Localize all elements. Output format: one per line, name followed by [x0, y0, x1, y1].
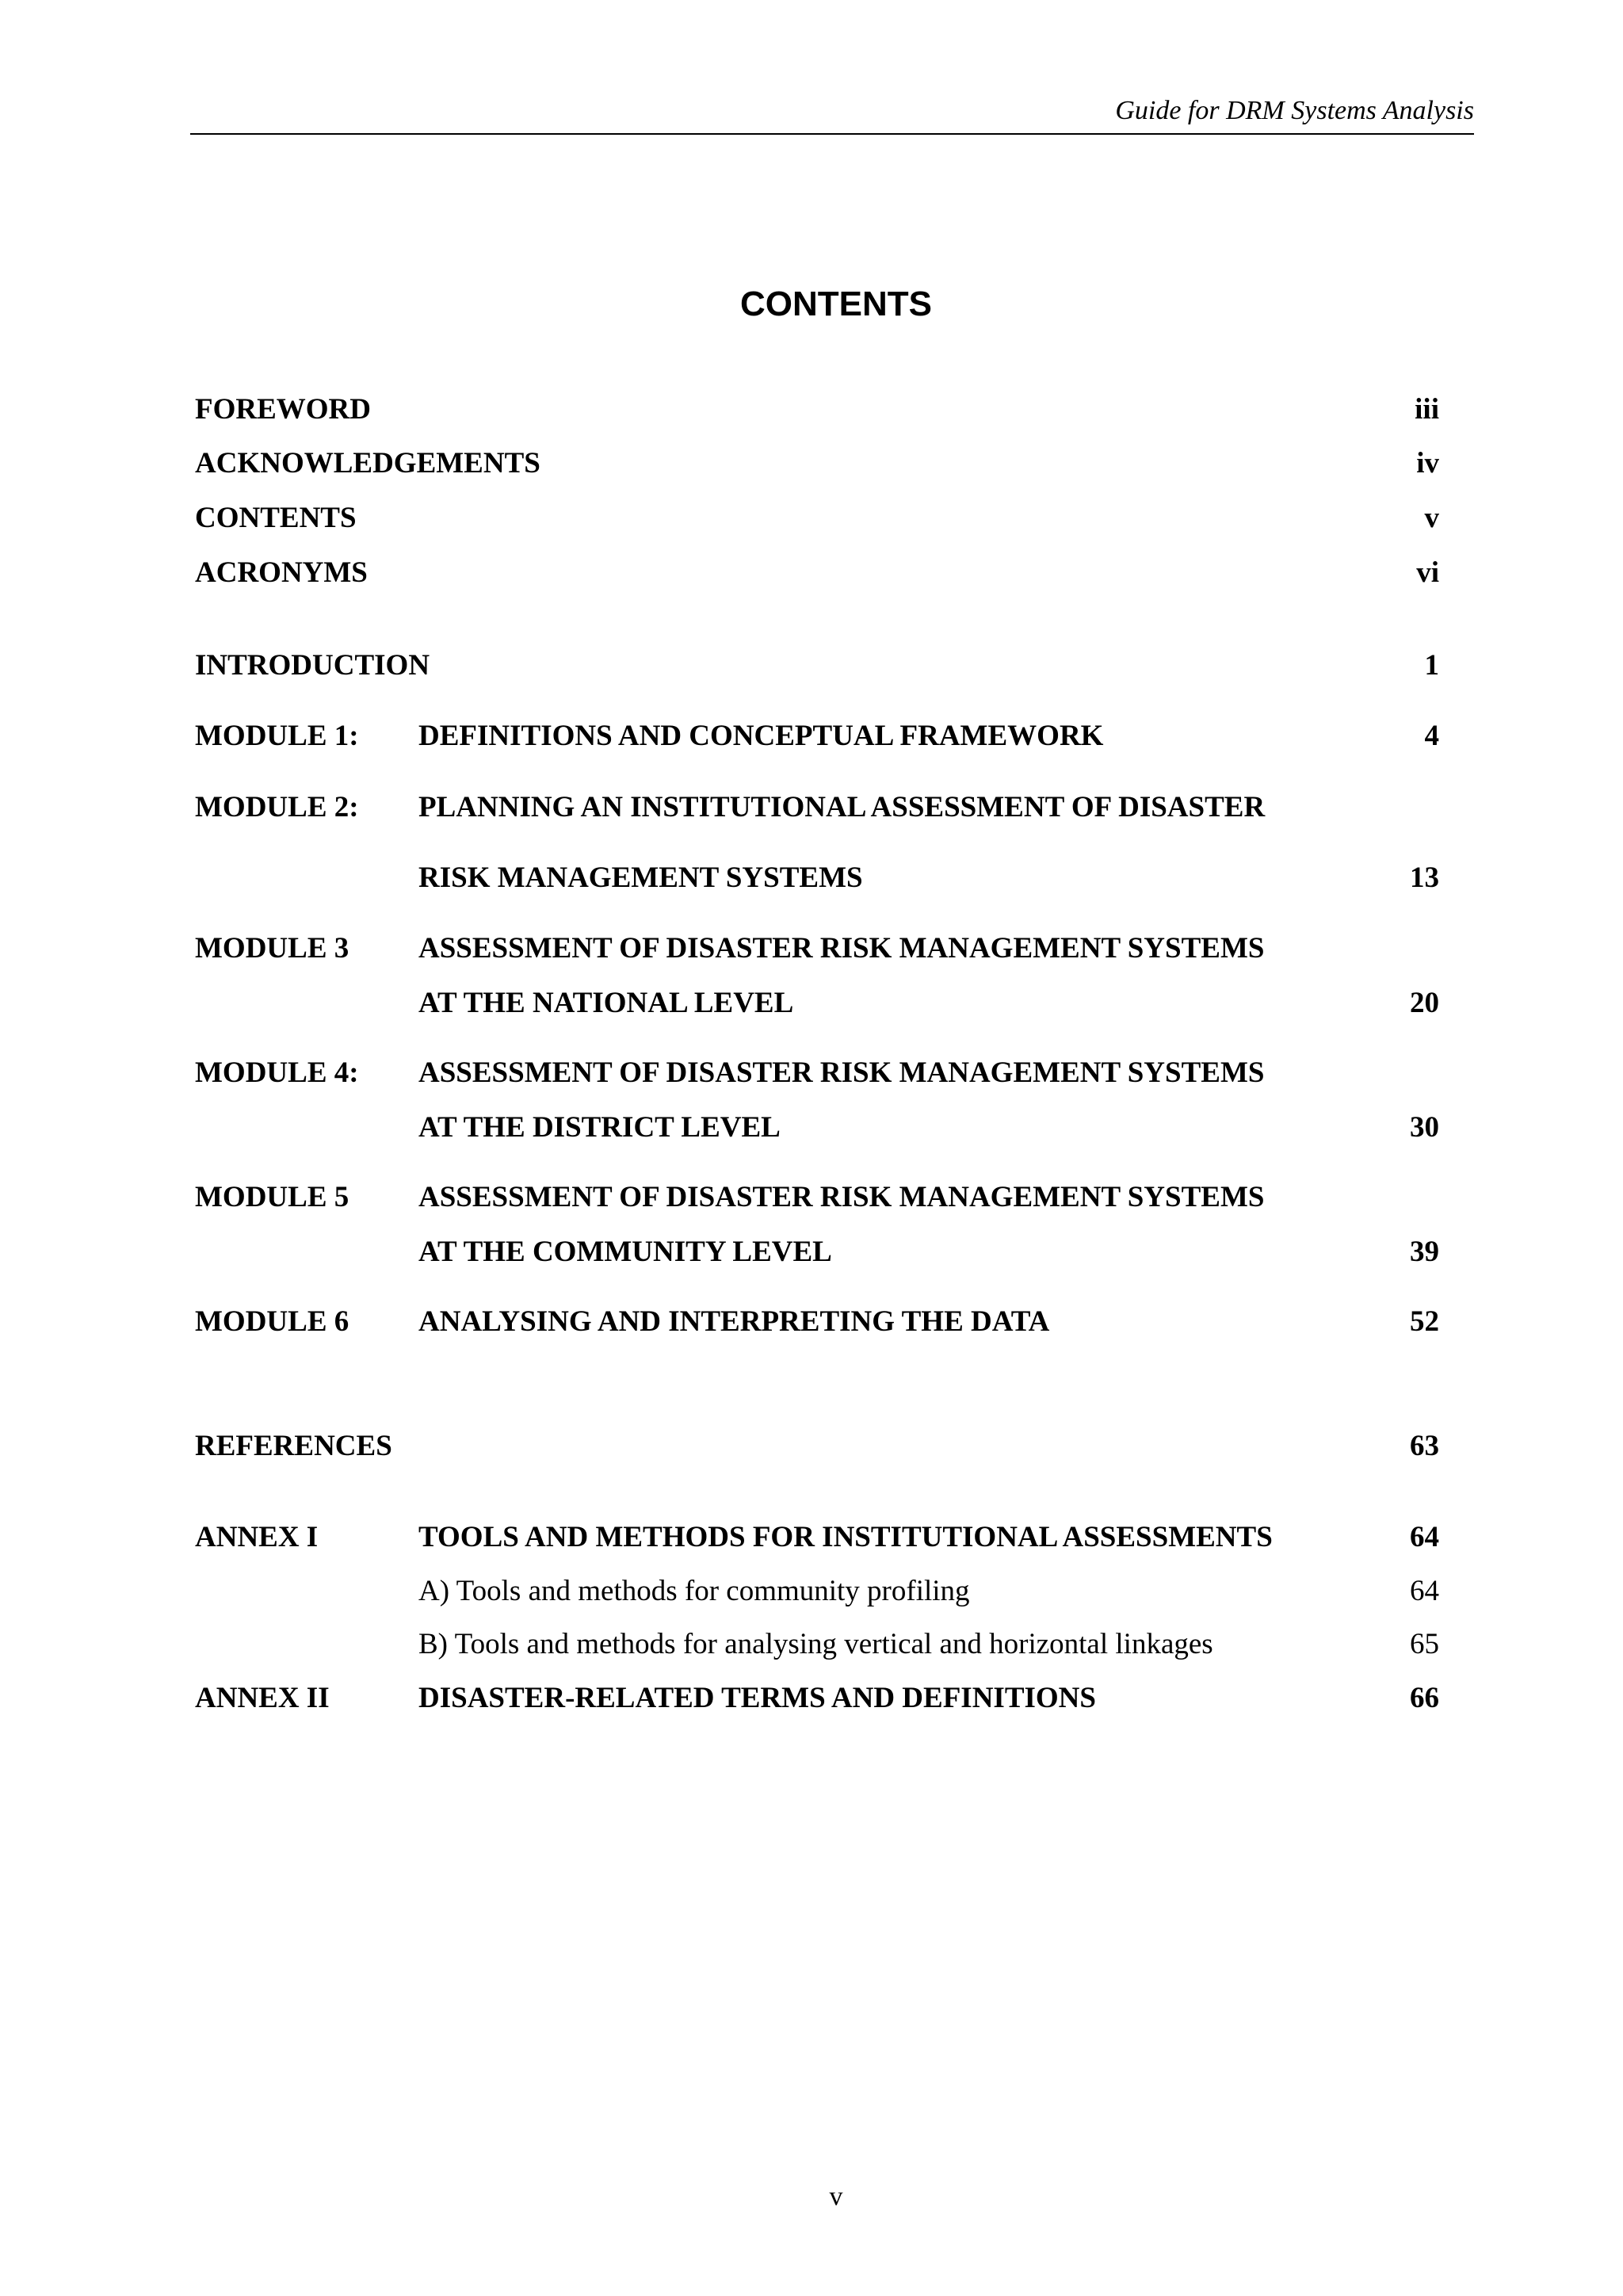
toc-entry-module-5[interactable] — [195, 1179, 1439, 1216]
header-rule — [190, 133, 1474, 135]
toc-subentry-annex-1-b[interactable] — [195, 1626, 1439, 1663]
page-title: CONTENTS — [740, 285, 932, 323]
toc-entry-title: AT THE COMMUNITY LEVEL — [418, 1234, 837, 1270]
toc-page-number: 64 — [1408, 1519, 1439, 1556]
toc-entry-introduction[interactable] — [195, 648, 1439, 684]
toc-entry-module-3[interactable] — [195, 930, 1439, 967]
toc-page-number: iii — [1413, 392, 1439, 428]
toc-page-number: 66 — [1408, 1680, 1439, 1717]
toc-entry-label: ANNEX II — [195, 1680, 330, 1717]
toc-entry-title: PLANNING AN INSTITUTIONAL ASSESSMENT OF DISASTER — [418, 791, 1266, 823]
toc-entry-module-2[interactable] — [195, 789, 1439, 826]
toc-page-number: 64 — [1408, 1573, 1439, 1610]
toc-page-number: 1 — [1423, 648, 1440, 684]
toc-entry-module-6[interactable] — [195, 1304, 1439, 1340]
toc-page-number: vi — [1415, 555, 1439, 591]
toc-page-number: 63 — [1408, 1428, 1439, 1465]
toc-entry-label: MODULE 5 — [195, 1179, 349, 1216]
toc-entry-title: TOOLS AND METHODS FOR INSTITUTIONAL ASSESSMENTS — [418, 1519, 1277, 1556]
toc-page-number: 13 — [1408, 860, 1439, 896]
toc-entry-label: MODULE 4: — [195, 1055, 359, 1091]
toc-entry-foreword[interactable] — [195, 392, 1439, 428]
toc-entry-title: RISK MANAGEMENT SYSTEMS — [418, 860, 868, 896]
toc-entry-title: ASSESSMENT OF DISASTER RISK MANAGEMENT SYSTEMS — [418, 1181, 1265, 1213]
toc-entry-title: DEFINITIONS AND CONCEPTUAL FRAMEWORK — [418, 718, 1108, 755]
toc-subentry-annex-1-a[interactable] — [195, 1573, 1439, 1610]
toc-entry-title: ANALYSING AND INTERPRETING THE DATA — [418, 1304, 1054, 1340]
toc-entry-module-4-cont[interactable] — [195, 1110, 1439, 1146]
toc-page-number: 4 — [1423, 718, 1440, 755]
toc-page-number: 20 — [1408, 985, 1439, 1022]
toc-page-number: iv — [1415, 445, 1439, 482]
toc-entry-label: ACKNOWLEDGEMENTS — [195, 445, 540, 482]
toc-entry-annex-1[interactable] — [195, 1519, 1439, 1556]
toc-page-number: 39 — [1408, 1234, 1439, 1270]
toc-entry-title: AT THE NATIONAL LEVEL — [418, 985, 798, 1022]
toc-entry-module-1[interactable] — [195, 718, 1439, 755]
toc-entry-title: A) Tools and methods for community profiling — [418, 1573, 975, 1610]
toc-entry-label: MODULE 1: — [195, 718, 359, 755]
toc-entry-acknowledgements[interactable] — [195, 445, 1439, 482]
toc-entry-title: B) Tools and methods for analysing vertical and horizontal linkages — [418, 1626, 1218, 1663]
toc-entry-references[interactable] — [195, 1428, 1439, 1465]
toc-entry-module-2-cont[interactable] — [195, 860, 1439, 896]
toc-page-number: 65 — [1408, 1626, 1439, 1663]
toc-entry-acronyms[interactable] — [195, 555, 1439, 591]
toc-entry-title: ASSESSMENT OF DISASTER RISK MANAGEMENT SYSTEMS — [418, 1056, 1265, 1089]
toc-entry-annex-2[interactable] — [195, 1680, 1439, 1717]
toc-entry-label: MODULE 6 — [195, 1304, 349, 1340]
toc-page-number: 52 — [1408, 1304, 1439, 1340]
toc-entry-label: CONTENTS — [195, 500, 357, 537]
toc-entry-title: AT THE DISTRICT LEVEL — [418, 1110, 785, 1146]
toc-entry-title: DISASTER-RELATED TERMS AND DEFINITIONS — [418, 1680, 1101, 1717]
toc-page-number: v — [1423, 500, 1440, 537]
toc-entry-module-4[interactable] — [195, 1055, 1439, 1091]
toc-entry-label: MODULE 3 — [195, 930, 349, 967]
toc-entry-label: REFERENCES — [195, 1428, 392, 1465]
toc-entry-module-5-cont[interactable] — [195, 1234, 1439, 1270]
toc-entry-label: INTRODUCTION — [195, 648, 430, 684]
toc-entry-label: ACRONYMS — [195, 555, 368, 591]
toc-entry-contents[interactable] — [195, 500, 1439, 537]
toc-page-number: 30 — [1408, 1110, 1439, 1146]
toc-entry-label: ANNEX I — [195, 1519, 318, 1556]
toc-entry-label: MODULE 2: — [195, 789, 359, 826]
toc-entry-title: ASSESSMENT OF DISASTER RISK MANAGEMENT SYSTEMS — [418, 932, 1265, 965]
running-header: Guide for DRM Systems Analysis — [1115, 96, 1474, 125]
toc-entry-label: FOREWORD — [195, 392, 371, 428]
toc-entry-module-3-cont[interactable] — [195, 985, 1439, 1022]
page-number: v — [829, 2182, 843, 2211]
